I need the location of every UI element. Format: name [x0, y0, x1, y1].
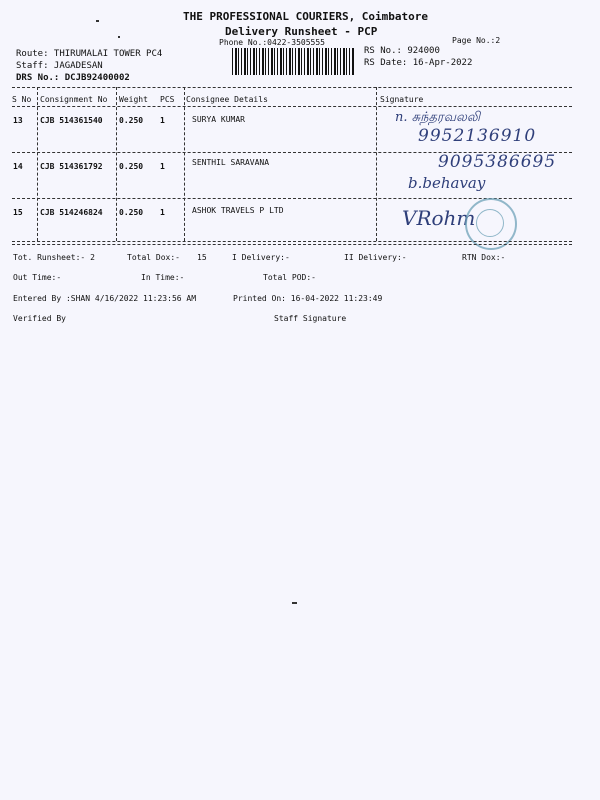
rs-date: RS Date: 16-Apr-2022	[364, 58, 473, 68]
row-pcs: 1	[160, 162, 165, 171]
column-header-consignment: Consignment No	[40, 95, 108, 104]
page-number: Page No.:2	[452, 36, 501, 45]
row-consignment: CJB 514361540	[40, 116, 103, 125]
column-divider	[116, 87, 117, 241]
scan-speck	[118, 36, 120, 38]
company-title: THE PROFESSIONAL COURIERS, Coimbatore	[183, 10, 429, 23]
row-sno: 13	[13, 116, 23, 125]
handwritten-signature: n. சுந்தரவலலி	[395, 110, 481, 125]
row-consignment: CJB 514246824	[40, 208, 103, 217]
runsheet-subtitle: Delivery Runsheet - PCP	[225, 25, 378, 38]
drs-number: DRS No.: DCJB92400002	[16, 73, 130, 83]
row-weight: 0.250	[119, 208, 144, 217]
staff-signature: Staff Signature	[274, 314, 347, 323]
barcode	[232, 48, 354, 75]
column-header-weight: Weight	[119, 95, 148, 104]
rs-number: RS No.: 924000	[364, 46, 440, 56]
handwritten-signature: b.behavay	[408, 174, 486, 192]
printed-on: Printed On: 16-04-2022 11:23:49	[233, 294, 383, 303]
verified-by: Verified By	[13, 314, 66, 323]
column-divider	[184, 87, 185, 241]
row-consignee: SENTHIL SARAVANA	[192, 158, 270, 167]
row-consignee: ASHOK TRAVELS P LTD	[192, 206, 284, 215]
i-delivery: I Delivery:-	[232, 253, 290, 262]
column-header-signature: Signature	[380, 95, 424, 104]
column-header-consignee: Consignee Details	[186, 95, 268, 104]
column-divider	[376, 87, 377, 241]
table-header-border	[12, 106, 572, 107]
row-weight: 0.250	[119, 116, 144, 125]
rtn-dox: RTN Dox:-	[462, 253, 506, 262]
row-consignee: SURYA KUMAR	[192, 115, 245, 124]
column-header-sno: S No	[12, 95, 32, 104]
row-pcs: 1	[160, 208, 165, 217]
out-time: Out Time:-	[13, 273, 62, 282]
scan-speck	[96, 20, 99, 22]
company-stamp	[465, 198, 517, 250]
total-pod: Total POD:-	[263, 273, 316, 282]
entered-by: Entered By :SHAN 4/16/2022 11:23:56 AM	[13, 294, 197, 303]
handwritten-phone: 9952136910	[418, 126, 537, 146]
row-weight: 0.250	[119, 162, 144, 171]
tot-runsheet: Tot. Runsheet:- 2	[13, 253, 95, 262]
row-sno: 14	[13, 162, 23, 171]
column-header-pcs: PCS	[160, 95, 175, 104]
table-bottom-border	[12, 244, 572, 245]
handwritten-phone: 9095386695	[438, 152, 557, 172]
table-top-border	[12, 87, 572, 88]
in-time: In Time:-	[141, 273, 185, 282]
row-sno: 15	[13, 208, 23, 217]
row-consignment: CJB 514361792	[40, 162, 103, 171]
column-divider	[37, 87, 38, 241]
ii-delivery: II Delivery:-	[344, 253, 407, 262]
table-bottom-border	[12, 241, 572, 242]
staff-label: Staff: JAGADESAN	[16, 61, 103, 71]
row-pcs: 1	[160, 116, 165, 125]
route-label: Route: THIRUMALAI TOWER PC4	[16, 49, 163, 59]
total-dox-value: 15	[197, 253, 207, 262]
phone-number: Phone No.:0422-3505555	[219, 38, 325, 47]
handwritten-signature: VRohm	[402, 206, 476, 230]
scan-speck	[292, 602, 297, 604]
total-dox-label: Total Dox:-	[127, 253, 180, 262]
